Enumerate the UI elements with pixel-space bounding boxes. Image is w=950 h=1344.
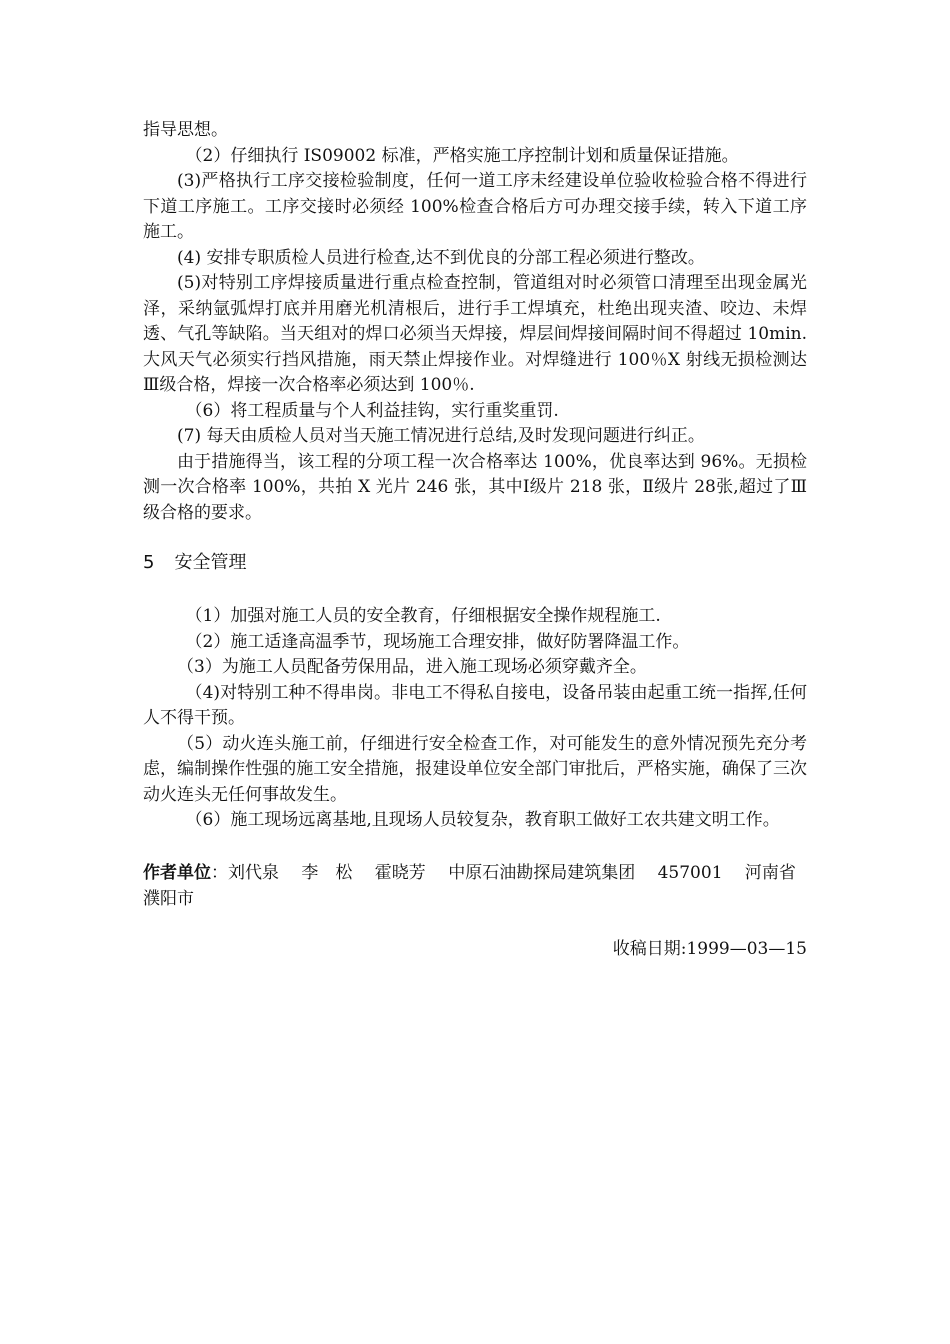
paragraph-guiding-thought: 指导思想。 [143, 120, 228, 140]
paragraph-quality-5: (5)对特别工序焊接质量进行重点检查控制，管道组对时必须管口清理至出现金属光泽，采纳氩弧焊打底并用磨光机清根后，进行手工焊填充，杜绝出现夹渣、咬边、未焊透、气孔等缺陷。当天组对的焊口必须当天焊接，焊层间焊接间隔时间不得超过 10min.大风天气必须实行挡风措施，雨天禁止焊接作业。对焊缝进行 100％X 射线无损检测达Ⅲ级合格，焊接一次合格率必须达到 100％. [143, 273, 807, 395]
paragraph-quality-summary: 由于措施得当，该工程的分项工程一次合格率达 100%，优良率达到 96%。无损检测一次合格率 100%，共拍 X 光片 246 张，其中Ⅰ级片 218 张，Ⅱ级片 28张,超过了Ⅲ级合格的要求。 [143, 451, 807, 523]
received-date: 收稿日期:1999—03—15 [612, 938, 807, 959]
paragraph-safety-1: （1）加强对施工人员的安全教育，仔细根据安全操作规程施工. [185, 606, 661, 626]
paragraph-safety-4: （4)对特别工种不得串岗。非电工不得私自接电，设备吊装由起重工统一指挥,任何人不得干预。 [143, 682, 807, 728]
paragraph-safety-3: （3）为施工人员配备劳保用品，进入施工现场必须穿戴齐全。 [177, 657, 647, 677]
paragraph-safety-6: （6）施工现场远离基地,且现场人员较复杂，教育职工做好工农共建文明工作。 [185, 810, 780, 830]
author-label: 作者单位 [143, 862, 211, 883]
document-page [143, 118, 807, 962]
paragraph-quality-6: （6）将工程质量与个人利益挂钩，实行重奖重罚. [185, 400, 559, 421]
paragraph-safety-2: （2）施工适逢高温季节，现场施工合理安排，做好防署降温工作。 [185, 631, 690, 652]
paragraph-quality-7: (7) 每天由质检人员对当天施工情况进行总结,及时发现问题进行纠正。 [177, 426, 705, 446]
section-title: 安全管理 [174, 552, 247, 573]
paragraph-quality-2: （2）仔细执行 IS09002 标准，严格实施工序控制计划和质量保证措施。 [185, 145, 739, 166]
paragraph-safety-5: （5）动火连头施工前，仔细进行安全检查工作，对可能发生的意外情况预先充分考虑，编制操作性强的施工安全措施，报建设单位安全部门审批后，严格实施，确保了三次动火连头无任何事故发生。 [143, 733, 807, 805]
paragraph-quality-3: (3)严格执行工序交接检验制度，任何一道工序未经建设单位验收检验合格不得进行下道工序施工。工序交接时必须经 100%检查合格后方可办理交接手续，转入下道工序施工。 [143, 171, 807, 242]
author-affiliation [143, 860, 807, 912]
section-number: 5 [143, 552, 155, 573]
paragraph-quality-4: (4) 安排专职质检人员进行检查,达不到优良的分部工程必须进行整改。 [177, 247, 705, 268]
author-text: ：刘代泉 李 松 霍晓芳 中原石油勘探局建筑集团 457001 河南省濮阳市 [143, 862, 796, 909]
section-heading [143, 550, 807, 576]
